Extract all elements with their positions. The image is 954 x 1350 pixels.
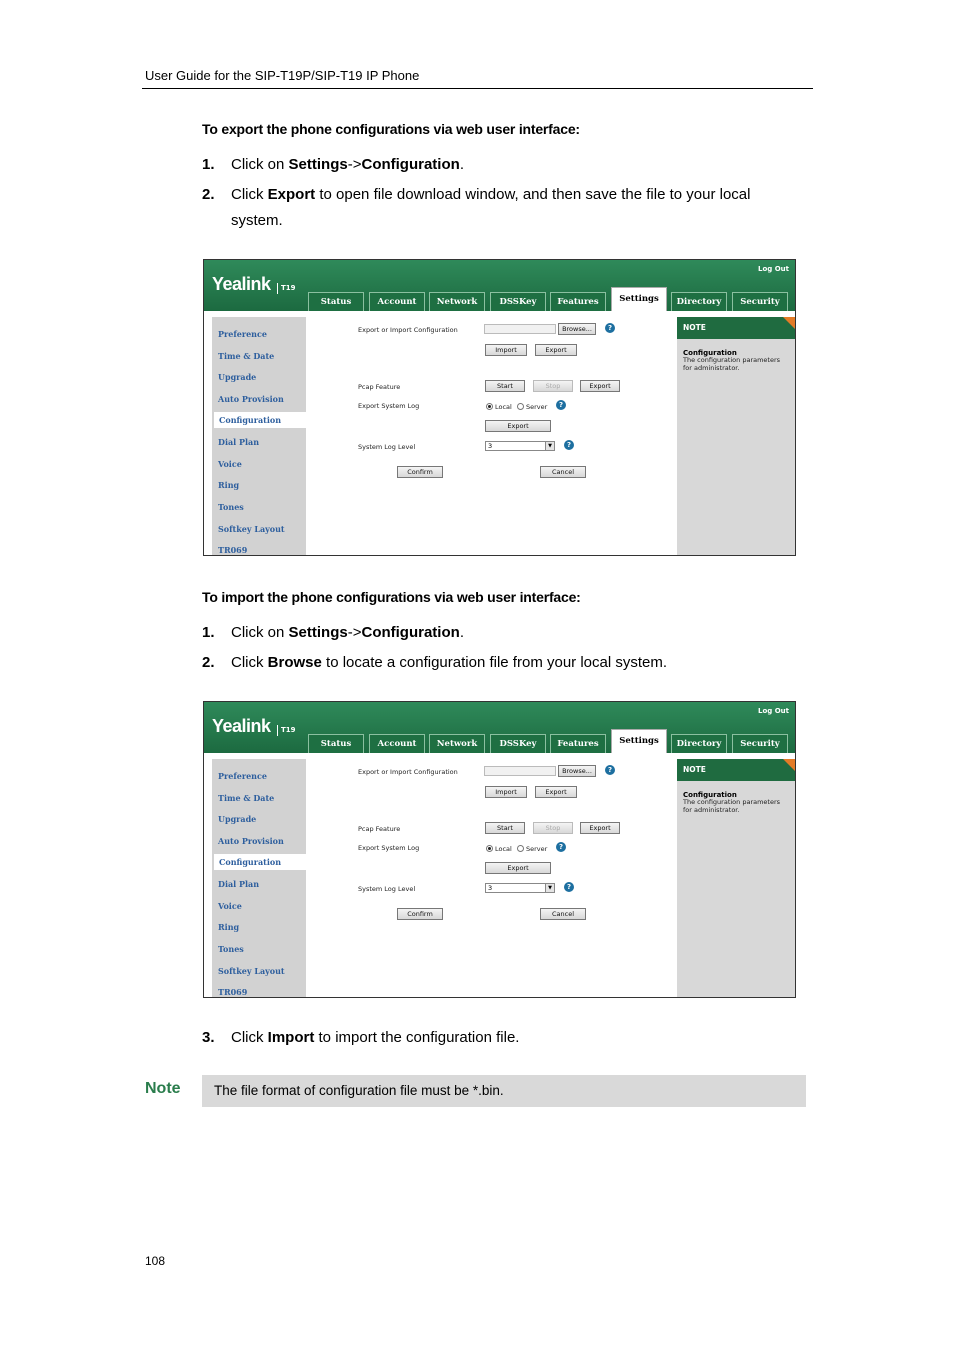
sidebar-item-auto-provision[interactable]: Auto Provision bbox=[218, 836, 284, 846]
log-level-label: System Log Level bbox=[358, 885, 416, 893]
note-label: Note bbox=[145, 1080, 181, 1097]
tab-security[interactable]: Security bbox=[732, 292, 788, 311]
sidebar-item-tr069[interactable]: TR069 bbox=[218, 987, 248, 997]
export-heading: To export the phone configurations via web user interface: bbox=[202, 121, 580, 137]
step-text: Click Export to open file download window, and then save the file to your local system. bbox=[231, 186, 751, 229]
export-log-button[interactable]: Export bbox=[485, 862, 551, 874]
note-panel bbox=[677, 759, 795, 998]
tab-features[interactable]: Features bbox=[550, 292, 606, 311]
chevron-down-icon: ▼ bbox=[545, 442, 554, 450]
file-path-input[interactable] bbox=[484, 324, 556, 334]
step-number: 2. bbox=[202, 186, 215, 203]
sidebar-item-dial-plan[interactable]: Dial Plan bbox=[218, 879, 260, 889]
confirm-button[interactable]: Confirm bbox=[397, 466, 443, 478]
pcap-label: Pcap Feature bbox=[358, 825, 401, 833]
logout-link[interactable]: Log Out bbox=[758, 707, 789, 715]
local-radio[interactable] bbox=[486, 403, 493, 410]
sidebar-item-tones[interactable]: Tones bbox=[218, 944, 244, 954]
confirm-button[interactable]: Confirm bbox=[397, 908, 443, 920]
sidebar-item-configuration[interactable]: Configuration bbox=[214, 412, 308, 428]
tab-status[interactable]: Status bbox=[308, 292, 364, 311]
sidebar-item-preference[interactable]: Preference bbox=[218, 329, 267, 339]
tab-dsskey[interactable]: DSSKey bbox=[490, 292, 546, 311]
web-ui-screenshot-export bbox=[203, 259, 796, 556]
note-panel bbox=[677, 317, 795, 556]
model-label: T19 bbox=[277, 725, 296, 736]
help-icon[interactable]: ? bbox=[564, 440, 574, 450]
local-radio[interactable] bbox=[486, 845, 493, 852]
yealink-logo: Yealink bbox=[212, 274, 271, 294]
web-ui-header bbox=[204, 260, 795, 311]
step-number: 1. bbox=[202, 156, 215, 173]
pcap-start-button[interactable]: Start bbox=[485, 380, 525, 392]
help-icon[interactable]: ? bbox=[605, 323, 615, 333]
export-log-label: Export System Log bbox=[358, 402, 420, 410]
sidebar-item-dial-plan[interactable]: Dial Plan bbox=[218, 437, 260, 447]
sidebar-item-configuration[interactable]: Configuration bbox=[214, 854, 308, 870]
sidebar-item-voice[interactable]: Voice bbox=[218, 901, 242, 911]
local-label: Local bbox=[495, 403, 512, 411]
step-text: Click Import to import the configuration file. bbox=[231, 1029, 520, 1046]
local-label: Local bbox=[495, 845, 512, 853]
export-log-button[interactable]: Export bbox=[485, 420, 551, 432]
sidebar-item-tr069[interactable]: TR069 bbox=[218, 545, 248, 555]
browse-button[interactable]: Browse... bbox=[558, 765, 596, 777]
sidebar-item-time-date[interactable]: Time & Date bbox=[218, 793, 275, 803]
cancel-button[interactable]: Cancel bbox=[540, 908, 586, 920]
tab-settings[interactable]: Settings bbox=[611, 729, 667, 754]
import-heading: To import the phone configurations via web user interface: bbox=[202, 589, 581, 605]
page-number: 108 bbox=[145, 1254, 166, 1268]
help-icon[interactable]: ? bbox=[564, 882, 574, 892]
note-panel-text: The configuration parameters for administrator. bbox=[683, 798, 781, 814]
browse-button[interactable]: Browse... bbox=[558, 323, 596, 335]
note-corner bbox=[783, 759, 795, 771]
import-button[interactable]: Import bbox=[485, 786, 527, 798]
export-config-button[interactable]: Export bbox=[535, 344, 577, 356]
pcap-export-button[interactable]: Export bbox=[580, 822, 620, 834]
help-icon[interactable]: ? bbox=[556, 400, 566, 410]
log-level-select[interactable]: 3 ▼ bbox=[485, 441, 555, 451]
sidebar-item-softkey-layout[interactable]: Softkey Layout bbox=[218, 524, 285, 534]
log-level-label: System Log Level bbox=[358, 443, 416, 451]
server-label: Server bbox=[526, 403, 548, 411]
step-text: Click on Settings->Configuration. bbox=[231, 624, 464, 641]
note-panel-head: NOTE bbox=[677, 317, 795, 339]
sidebar-item-upgrade[interactable]: Upgrade bbox=[218, 372, 257, 382]
server-label: Server bbox=[526, 845, 548, 853]
cancel-button[interactable]: Cancel bbox=[540, 466, 586, 478]
help-icon[interactable]: ? bbox=[556, 842, 566, 852]
export-import-label: Export or Import Configuration bbox=[358, 326, 458, 334]
logout-link[interactable]: Log Out bbox=[758, 265, 789, 273]
web-ui-screenshot-import bbox=[203, 701, 796, 998]
tab-network[interactable]: Network bbox=[429, 734, 485, 753]
pcap-stop-button[interactable]: Stop bbox=[533, 822, 573, 834]
log-level-select[interactable]: 3 ▼ bbox=[485, 883, 555, 893]
header-rule bbox=[142, 88, 813, 89]
tab-settings[interactable]: Settings bbox=[611, 287, 667, 312]
step-number: 3. bbox=[202, 1029, 215, 1046]
web-ui-header bbox=[204, 702, 795, 753]
sidebar-item-tones[interactable]: Tones bbox=[218, 502, 244, 512]
web-ui-body bbox=[204, 753, 795, 997]
model-label: T19 bbox=[277, 283, 296, 294]
tab-status[interactable]: Status bbox=[308, 734, 364, 753]
file-path-input[interactable] bbox=[484, 766, 556, 776]
sidebar-item-softkey-layout[interactable]: Softkey Layout bbox=[218, 966, 285, 976]
tab-network[interactable]: Network bbox=[429, 292, 485, 311]
sidebar-item-ring[interactable]: Ring bbox=[218, 922, 240, 932]
note-panel-title: Configuration bbox=[683, 349, 737, 357]
pcap-start-button[interactable]: Start bbox=[485, 822, 525, 834]
tab-account[interactable]: Account bbox=[369, 292, 425, 311]
note-corner bbox=[783, 317, 795, 329]
tab-dsskey[interactable]: DSSKey bbox=[490, 734, 546, 753]
tab-security[interactable]: Security bbox=[732, 734, 788, 753]
note-panel-head: NOTE bbox=[677, 759, 795, 781]
web-ui-body bbox=[204, 311, 795, 555]
import-button[interactable]: Import bbox=[485, 344, 527, 356]
note-panel-title: Configuration bbox=[683, 791, 737, 799]
sidebar-item-voice[interactable]: Voice bbox=[218, 459, 242, 469]
sidebar-item-auto-provision[interactable]: Auto Provision bbox=[218, 394, 284, 404]
help-icon[interactable]: ? bbox=[605, 765, 615, 775]
chevron-down-icon: ▼ bbox=[545, 884, 554, 892]
yealink-logo: Yealink bbox=[212, 716, 271, 736]
step-number: 2. bbox=[202, 654, 215, 671]
step-text: Click on Settings->Configuration. bbox=[231, 156, 464, 173]
sidebar-item-time-date[interactable]: Time & Date bbox=[218, 351, 275, 361]
step-number: 1. bbox=[202, 624, 215, 641]
note-text: The file format of configuration file must be *.bin. bbox=[214, 1083, 504, 1098]
sidebar-item-ring[interactable]: Ring bbox=[218, 480, 240, 490]
pcap-export-button[interactable]: Export bbox=[580, 380, 620, 392]
sidebar-item-upgrade[interactable]: Upgrade bbox=[218, 814, 257, 824]
tab-directory[interactable]: Directory bbox=[671, 734, 727, 753]
export-config-button[interactable]: Export bbox=[535, 786, 577, 798]
pcap-stop-button[interactable]: Stop bbox=[533, 380, 573, 392]
server-radio[interactable] bbox=[517, 845, 524, 852]
export-import-label: Export or Import Configuration bbox=[358, 768, 458, 776]
tab-directory[interactable]: Directory bbox=[671, 292, 727, 311]
sidebar-item-preference[interactable]: Preference bbox=[218, 771, 267, 781]
header-title: User Guide for the SIP-T19P/SIP-T19 IP Phone bbox=[145, 68, 420, 83]
tab-account[interactable]: Account bbox=[369, 734, 425, 753]
note-panel-text: The configuration parameters for administrator. bbox=[683, 356, 781, 372]
pcap-label: Pcap Feature bbox=[358, 383, 401, 391]
step-text: Click Browse to locate a configuration file from your local system. bbox=[231, 654, 668, 671]
note-box bbox=[202, 1075, 806, 1107]
server-radio[interactable] bbox=[517, 403, 524, 410]
tab-features[interactable]: Features bbox=[550, 734, 606, 753]
export-log-label: Export System Log bbox=[358, 844, 420, 852]
